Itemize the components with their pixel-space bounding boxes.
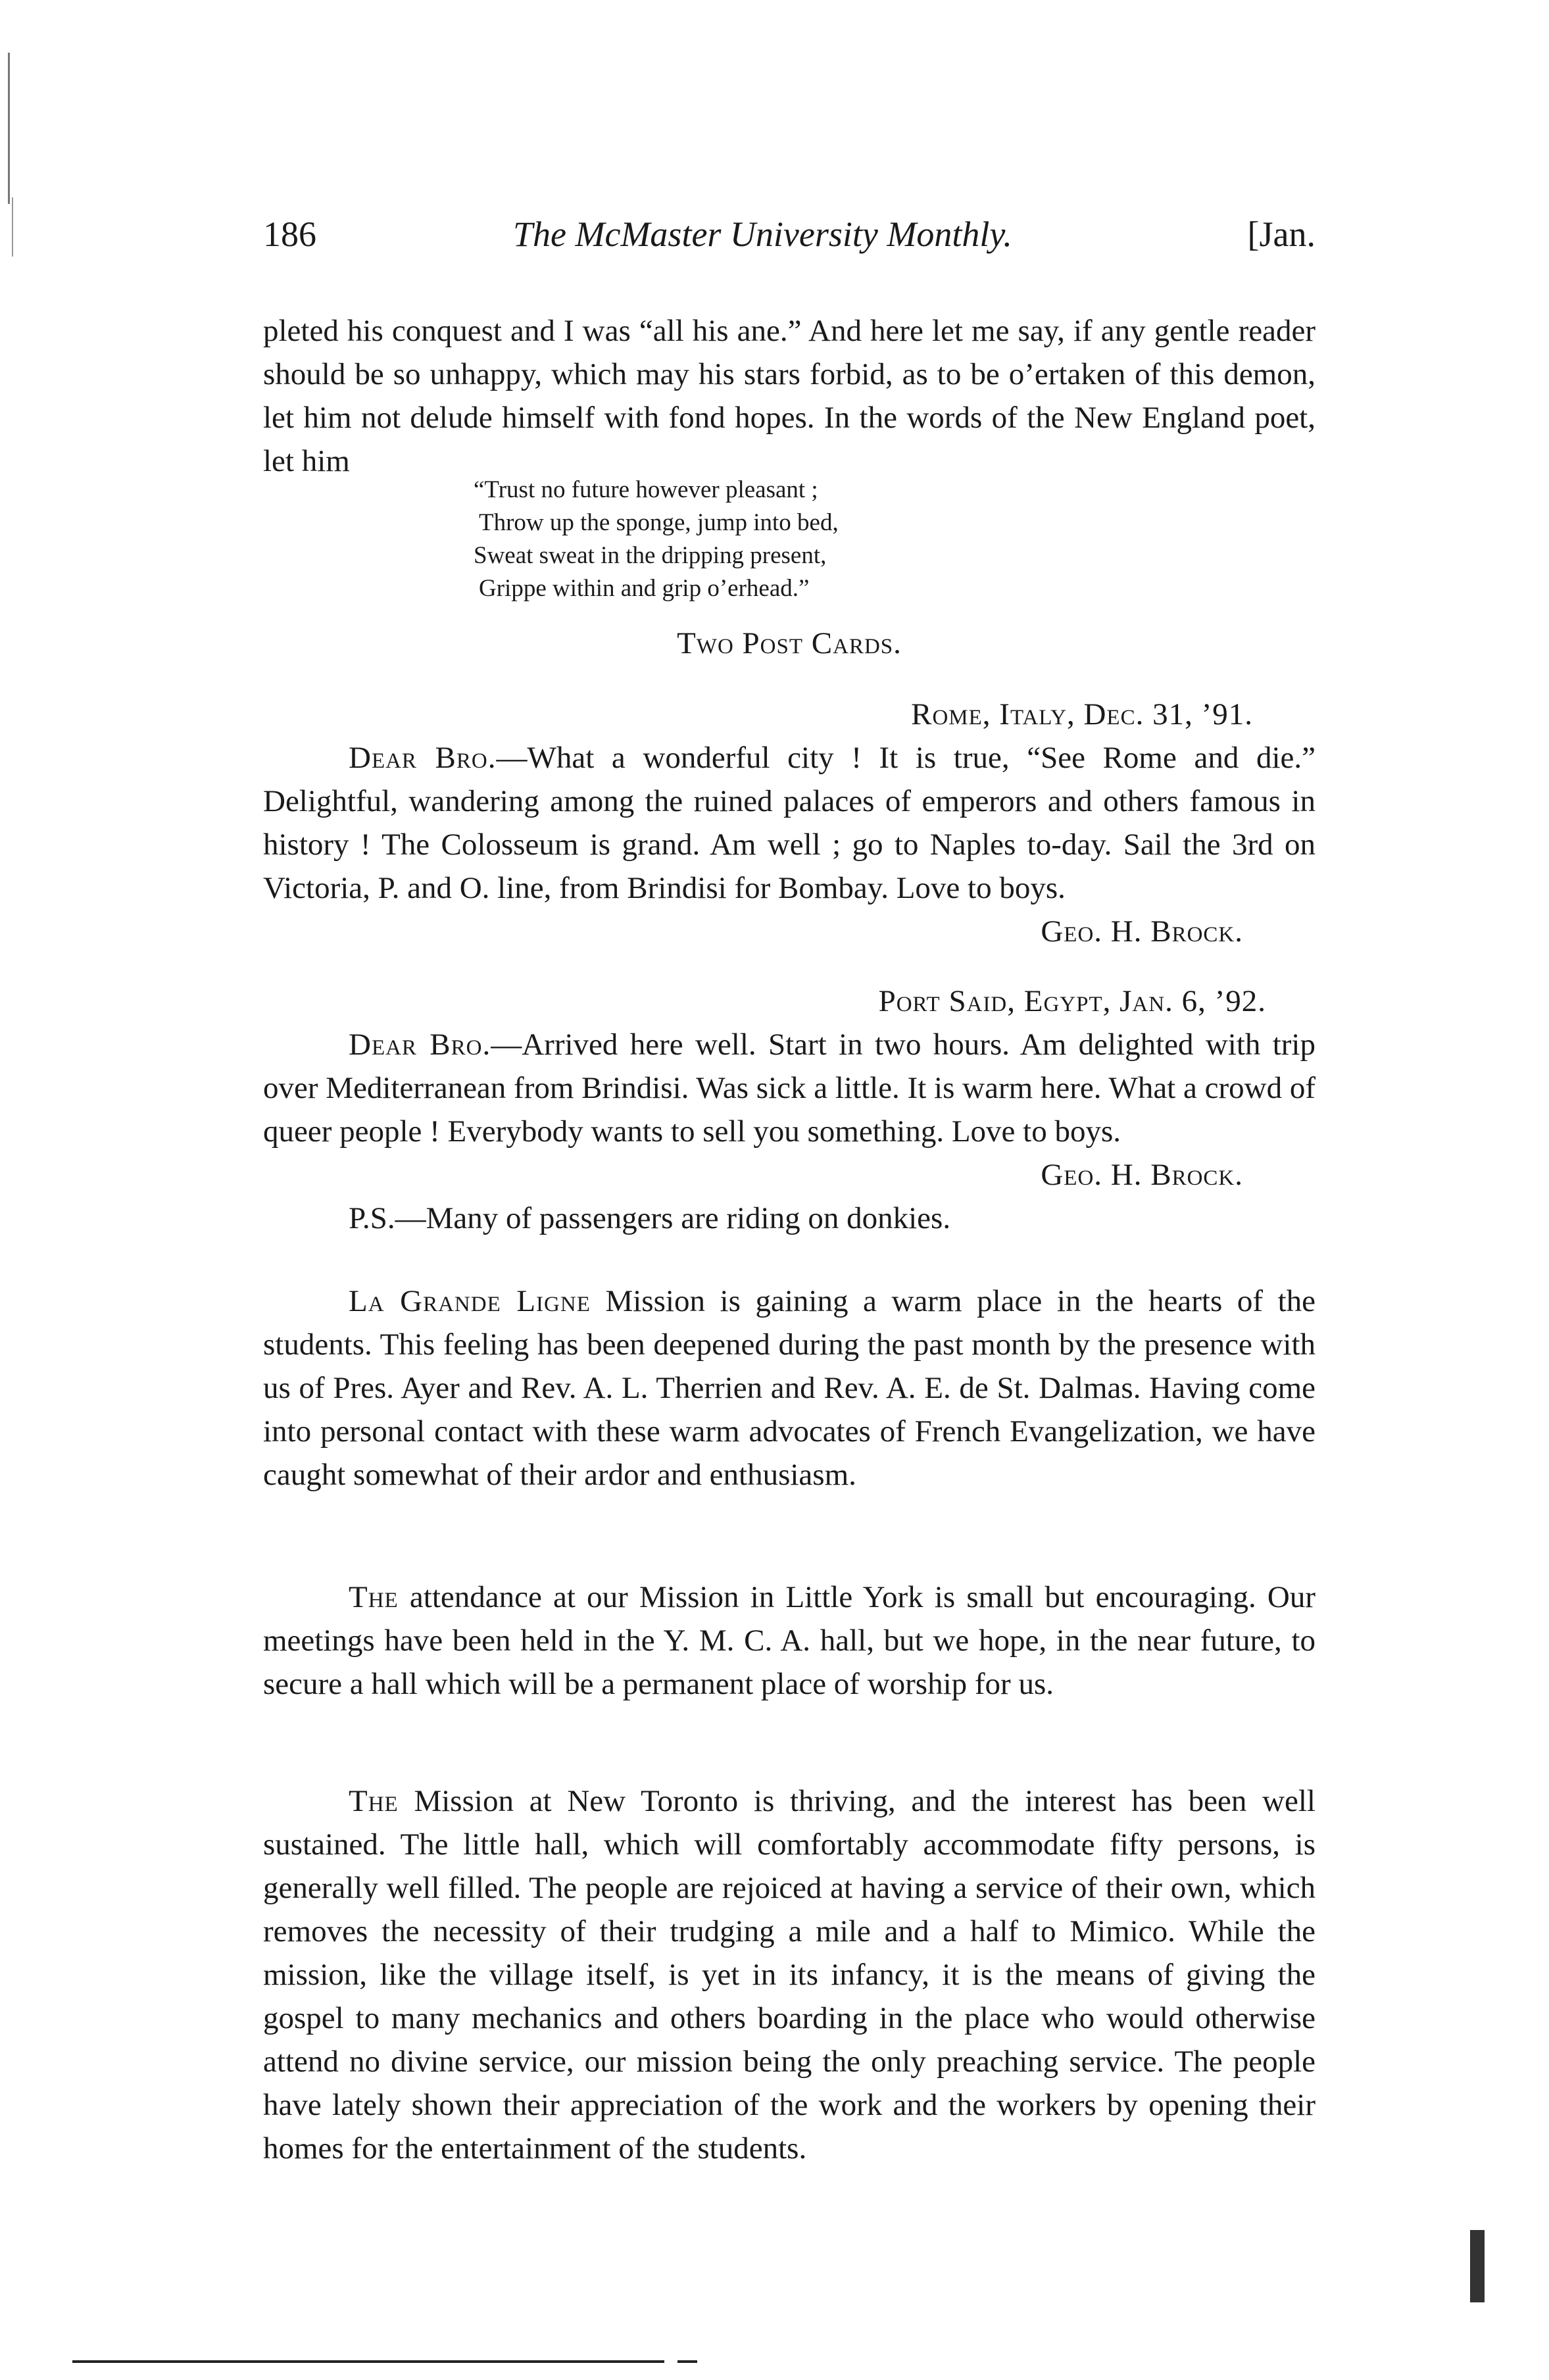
news-paragraph (263, 1279, 1315, 1497)
card2-text: —Arrived here well. Start in two hours. Am delighted with trip over Mediterranean from Brindisi. Was sick a little. It is warm here. What a crowd of queer people ! Everybody wants to sell you something. Love to boys. (263, 1028, 1315, 1149)
card1-text: —What a wonderful city ! It is true, “See Rome and die.” Delightful, wandering among the ruined palaces of emperors and others famous in history ! The Colosseum is grand. Am well ; go to Naples to-day. Sail the 3rd on Victoria, P. and O. line, from Brindisi for Bombay. Love to boys. (263, 741, 1315, 905)
news-lead: The (349, 1784, 399, 1818)
issue-month: [Jan. (1247, 214, 1315, 254)
card1-place-date: Rome, Italy, Dec. 31, ’91. (911, 697, 1253, 731)
bottom-rule (72, 2360, 664, 2363)
card2-body (263, 1023, 1315, 1153)
journal-title: The McMaster University Monthly. (513, 214, 1012, 254)
news-text: attendance at our Mission in Little York is small but encouraging. Our meetings have been held in the Y. M. C. A. hall, but we hope, in the near future, to secure a hall which will be a permanent place of worship for us. (263, 1580, 1315, 1701)
card2-place-date: Port Said, Egypt, Jan. 6, ’92. (878, 984, 1266, 1018)
poem-line: “Trust no future however pleasant ; (474, 476, 818, 503)
card2-postscript: P.S.—Many of passengers are riding on donkies. (349, 1201, 951, 1235)
poem-line: Grippe within and grip o’erhead.” (479, 575, 810, 602)
news-text: Mission at New Toronto is thriving, and the interest has been well sustained. The little hall, which will comfortably accommodate fifty persons, is generally well filled. The people are rejoiced at having a service of their own, which removes the necessity of their trudging a mile and a half to Mimico. While the mission, like the village itself, is yet in its infancy, it is the means of giving the gospel to many mechanics and others boarding in the place who would otherwise attend no divine service, our mission being the only preaching service. The people have lately shown their appreciation of the work and the workers by opening their homes for the entertainment of the students. (263, 1784, 1315, 2166)
news-item-new-toronto (263, 1779, 1315, 2170)
postcards-heading: Two Post Cards. (677, 626, 902, 660)
card2-salutation: Dear Bro. (349, 1028, 491, 1062)
news-item-grande-ligne (263, 1279, 1315, 1497)
news-item-little-york (263, 1575, 1315, 1706)
news-paragraph (263, 1779, 1315, 2170)
news-lead: The (349, 1580, 399, 1614)
card1-signature: Geo. H. Brock. (1041, 914, 1243, 949)
bottom-rule (677, 2360, 697, 2363)
scan-edge-mark (8, 53, 10, 204)
card2-signature: Geo. H. Brock. (1041, 1158, 1243, 1192)
news-paragraph (263, 1575, 1315, 1706)
poem (474, 474, 839, 605)
intro-paragraph: pleted his conquest and I was “all his ane.” And here let me say, if any gentle reader should be so unhappy, which may his stars forbid, as to be o’ertaken of this demon, let him not delude himself with fond hopes. In the words of the New England poet, let him (263, 314, 1315, 478)
scan-edge-mark (12, 197, 13, 257)
intro-block (263, 309, 1315, 483)
running-head (263, 214, 1315, 266)
postcards-section (263, 622, 1315, 1240)
news-text: Mission is gaining a warm place in the hearts of the students. This feeling has been deepened during the past month by the presence with us of Pres. Ayer and Rev. A. L. Therrien and Rev. A. E. de St. Dalmas. Having come into personal contact with these warm advocates of French Evangelization, we have caught somewhat of their ardor and enthusiasm. (263, 1284, 1315, 1492)
news-lead: La Grande Ligne (349, 1284, 591, 1318)
card1-salutation: Dear Bro. (349, 741, 497, 775)
poem-line: Sweat sweat in the dripping present, (474, 542, 827, 569)
page-number: 186 (263, 214, 316, 254)
poem-line: Throw up the sponge, jump into bed, (479, 509, 839, 536)
card1-body (263, 736, 1315, 910)
scan-margin-blot (1470, 2230, 1485, 2302)
